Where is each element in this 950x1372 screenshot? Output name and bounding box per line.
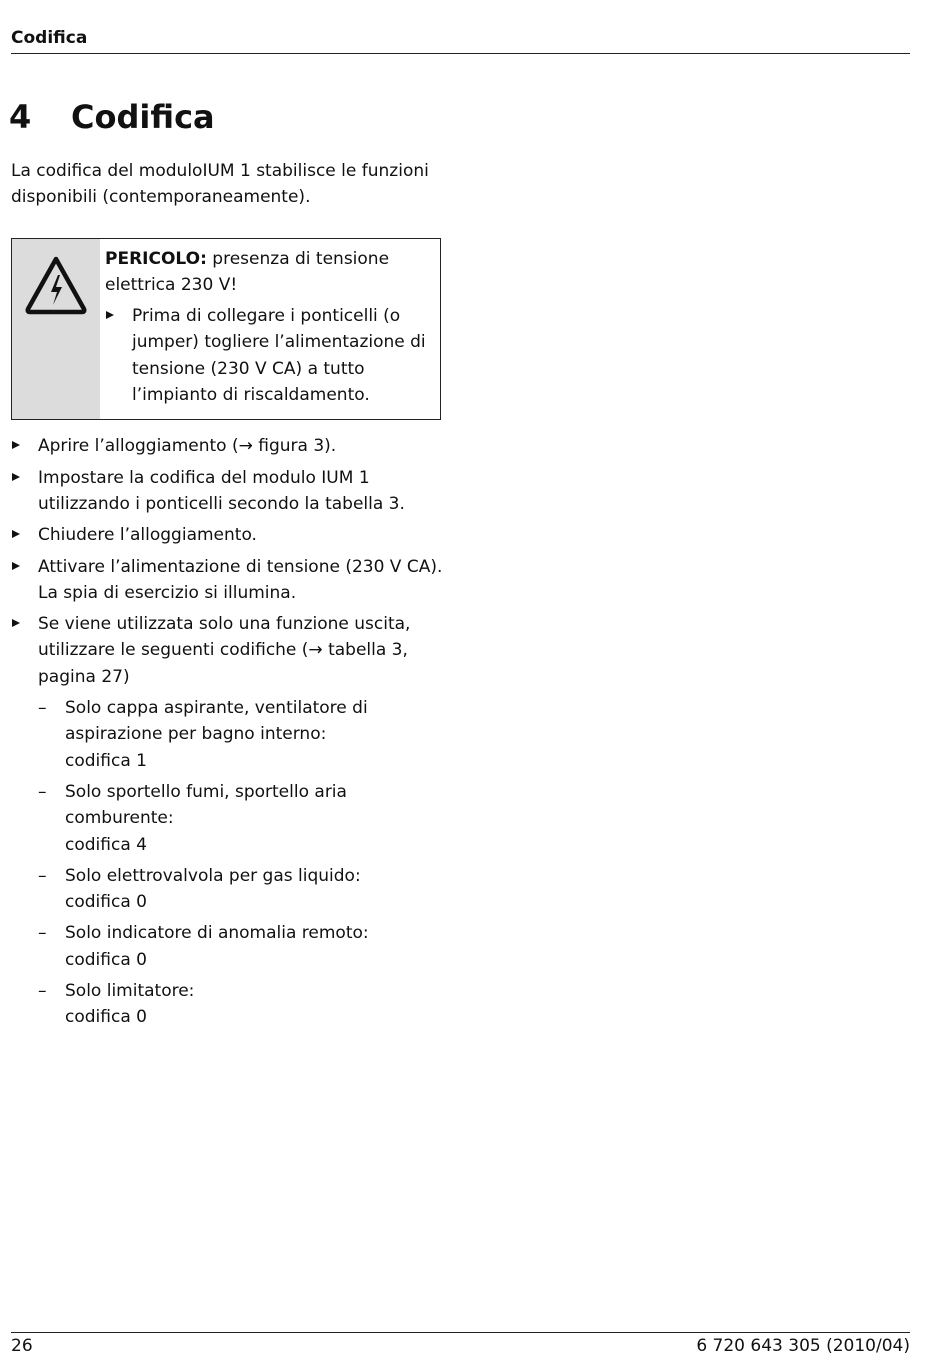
- list-item: [11, 554, 451, 607]
- instruction-list: [11, 433, 451, 690]
- bullet-arrow-icon: [12, 473, 20, 481]
- list-item: [11, 465, 451, 518]
- warning-text: presenza di tensione elettrica 230 V!: [105, 248, 390, 295]
- warning-step: [105, 303, 434, 408]
- dash-bullet: –: [38, 981, 47, 1002]
- list-item: [11, 779, 451, 858]
- warning-icon-panel: [12, 239, 100, 420]
- chapter-number: 4: [9, 98, 32, 136]
- footer-rule: [11, 1332, 910, 1333]
- danger-warning-box: [11, 238, 441, 421]
- dash-bullet: –: [38, 865, 47, 886]
- bullet-arrow-icon: [12, 530, 20, 538]
- code-description: Solo sportello fumi, sportello aria comburente:: [65, 781, 347, 829]
- list-item: [11, 863, 451, 916]
- code-description: Solo elettrovalvola per gas liquido:: [65, 865, 361, 886]
- step-result: La spia di esercizio si illumina.: [38, 582, 297, 603]
- bullet-arrow-icon: [12, 562, 20, 570]
- dash-bullet: –: [38, 698, 47, 719]
- list-item: [11, 433, 451, 459]
- code-description: Solo indicatore di anomalia remoto:: [65, 923, 369, 944]
- list-item: [11, 522, 451, 548]
- warning-content: [100, 239, 440, 420]
- code-description: Solo limitatore:: [65, 981, 195, 1002]
- header-rule: [11, 53, 910, 54]
- step-text: Aprire l’alloggiamento (→ figura 3).: [38, 436, 337, 457]
- code-value: codifica 0: [65, 1007, 147, 1028]
- step-text: Se viene utilizzata solo una funzione uscita, utilizzare le seguenti codifiche (→ tabella 3, pagina 27): [38, 614, 411, 687]
- dash-bullet: –: [38, 781, 47, 802]
- code-value: codifica 4: [65, 834, 147, 855]
- coding-list: [11, 695, 451, 1031]
- step-text: Attivare l’alimentazione di tensione (230 V CA).: [38, 556, 443, 577]
- step-text: Impostare la codifica del modulo IUM 1 utilizzando i ponticelli secondo la tabella 3.: [38, 467, 405, 514]
- code-description: Solo cappa aspirante, ventilatore di aspirazione per bagno interno:: [65, 698, 368, 745]
- document-number: 6 720 643 305 (2010/04): [696, 1336, 910, 1356]
- bullet-arrow-icon: [12, 619, 20, 627]
- list-item: [11, 978, 451, 1031]
- bullet-arrow-icon: [106, 311, 114, 319]
- warning-step-text: Prima di collegare i ponticelli (o jumper) togliere l’alimentazione di tensione (230 V CA) a tutto l’impianto di riscaldamento.: [132, 306, 426, 406]
- list-item: [11, 695, 451, 774]
- bullet-arrow-icon: [12, 441, 20, 449]
- main-column: [11, 158, 451, 1036]
- warning-label: PERICOLO:: [105, 248, 207, 269]
- code-value: codifica 0: [65, 949, 147, 970]
- page-number: 26: [11, 1336, 33, 1356]
- list-item: [11, 920, 451, 973]
- electric-hazard-icon: [24, 255, 88, 315]
- code-value: codifica 0: [65, 892, 147, 913]
- code-value: codifica 1: [65, 750, 147, 771]
- chapter-title: Codifica: [71, 98, 215, 136]
- chapter-heading: [9, 98, 215, 136]
- warning-heading: [105, 246, 434, 299]
- list-item: [11, 611, 451, 690]
- intro-paragraph: La codifica del moduloIUM 1 stabilisce le funzioni disponibili (contemporaneamente).: [11, 161, 429, 208]
- running-header: Codifica: [11, 28, 88, 48]
- step-text: Chiudere l’alloggiamento.: [38, 525, 257, 546]
- dash-bullet: –: [38, 923, 47, 944]
